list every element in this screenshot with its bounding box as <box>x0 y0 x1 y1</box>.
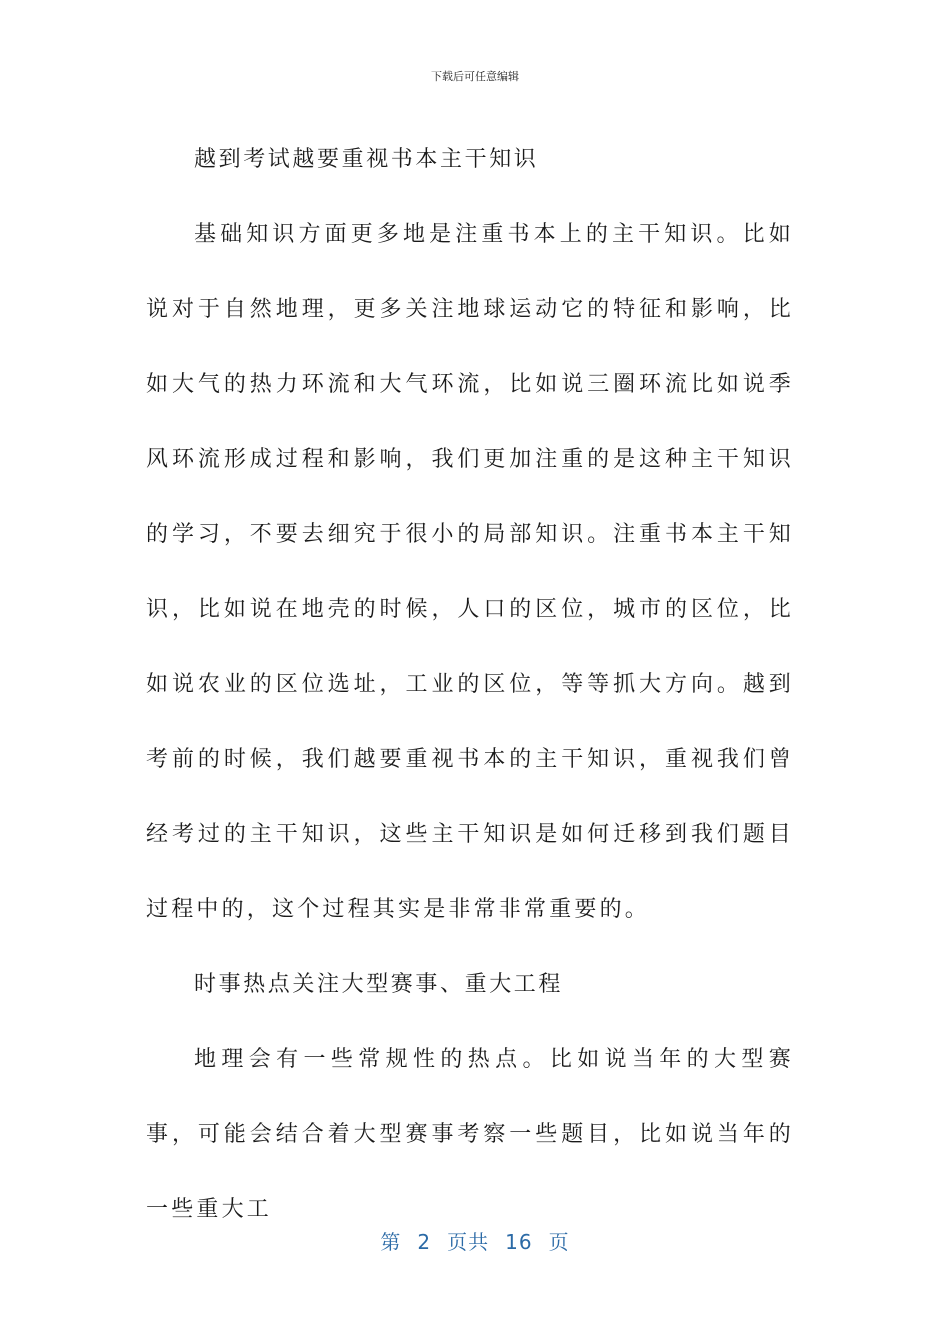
body-paragraph-2: 地理会有一些常规性的热点。比如说当年的大型赛事，可能会结合着大型赛事考察一些题目，比如说当年的一些重大工 <box>146 1047 794 1222</box>
footer-middle: 页共 <box>447 1230 490 1254</box>
section-heading-2: 时事热点关注大型赛事、重大工程 <box>194 972 564 997</box>
footer-page-number: 2 <box>417 1230 432 1254</box>
footer-prefix: 第 <box>380 1230 402 1254</box>
header-note: 下载后可任意编辑 <box>431 70 519 83</box>
footer-total-pages: 16 <box>505 1230 533 1254</box>
footer-suffix: 页 <box>548 1230 570 1254</box>
body-paragraph-1: 基础知识方面更多地是注重书本上的主干知识。比如说对于自然地理，更多关注地球运动它的特征和影响，比如大气的热力环流和大气环流，比如说三圈环流比如说季风环流形成过程和影响，我们更加注重的是这种主干知识的学习，不要去细究于很小的局部知识。注重书本主干知识，比如说在地壳的时候，人口的区位，城市的区位，比如说农业的区位选址，工业的区位，等等抓大方向。越到考前的时候，我们越要重视书本的主干知识，重视我们曾经考过的主干知识，这些主干知识是如何迁移到我们题目过程中的，这个过程其实是非常非常重要的。 <box>146 222 794 922</box>
section-heading-1: 越到考试越要重视书本主干知识 <box>194 147 539 172</box>
page-footer <box>0 1226 950 1255</box>
document-body <box>146 122 794 1247</box>
